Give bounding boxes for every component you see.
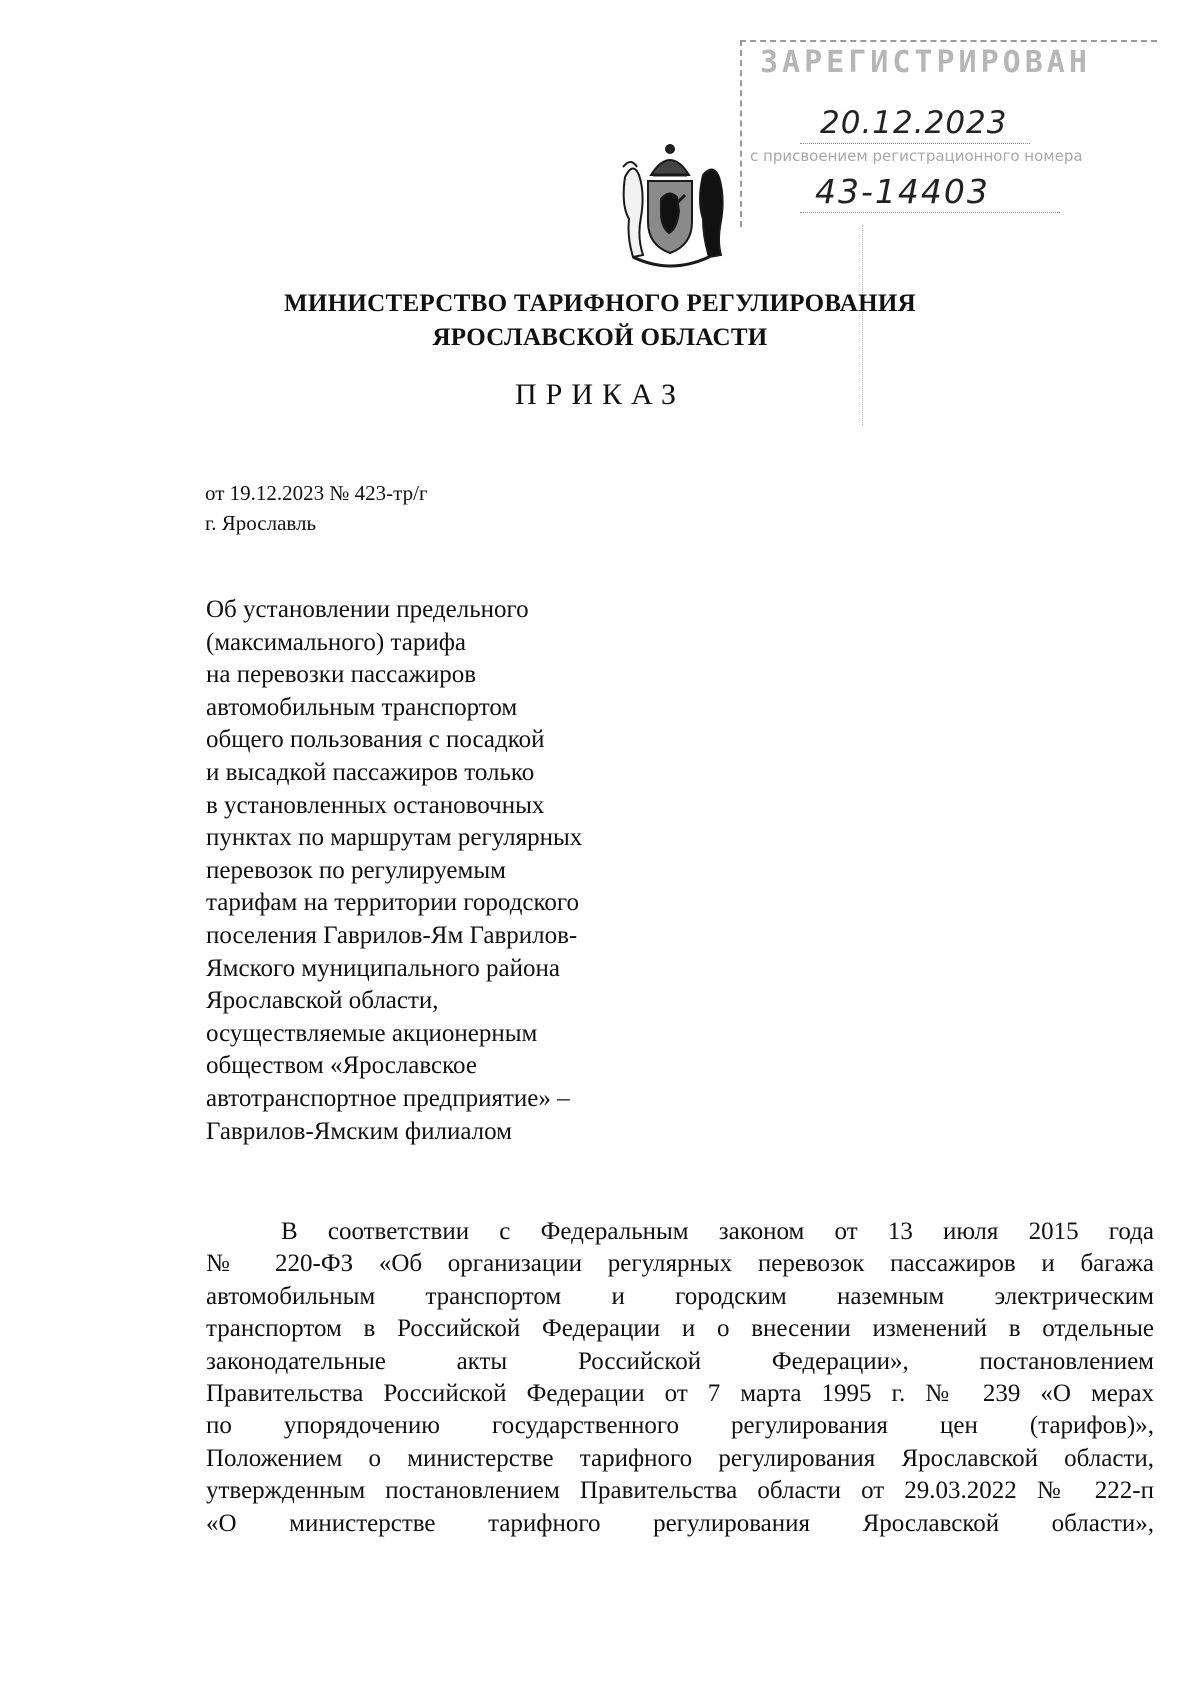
subject-line: общего пользования с посадкой bbox=[206, 726, 545, 754]
subject-line: на перевозки пассажиров bbox=[206, 661, 477, 689]
subject-line: поселения Гаврилов-Ям Гаврилов- bbox=[206, 921, 578, 949]
body-line: «О министерстве тарифного регулирования Ярославской области», bbox=[206, 1509, 1154, 1537]
subject-line: тарифам на территории городского bbox=[206, 889, 580, 917]
stamp-number-line bbox=[800, 212, 1060, 213]
subject-line: (максимального) тарифа bbox=[206, 628, 466, 656]
body-line: Правительства Российской Федерации от 7 марта 1995 г. № 239 «О мерах bbox=[206, 1380, 1154, 1408]
body-line: законодательные акты Российской Федерации», постановлением bbox=[206, 1347, 1154, 1375]
ministry-name bbox=[0, 287, 1200, 355]
subject-line: обществом «Ярославское bbox=[206, 1052, 477, 1080]
stamp-title: ЗАРЕГИСТРИРОВАН bbox=[760, 45, 1091, 80]
document-meta bbox=[205, 478, 428, 538]
body-line: В соответствии с Федеральным законом от 13 июля 2015 года bbox=[281, 1218, 1154, 1245]
subject-line: Гаврилов-Ямским филиалом bbox=[206, 1117, 512, 1145]
subject-line: Ямского муниципального района bbox=[206, 954, 560, 982]
city: г. Ярославль bbox=[205, 511, 317, 535]
stamp-number: 43-14403 bbox=[815, 172, 990, 211]
subject-line: перевозок по регулируемым bbox=[206, 856, 506, 884]
body-line: по упорядочению государственного регулирования цен (тарифов)», bbox=[206, 1412, 1154, 1440]
order-subject bbox=[206, 594, 676, 1148]
document-type: ПРИКАЗ bbox=[515, 378, 685, 411]
subject-line: пунктах по маршрутам регулярных bbox=[206, 824, 583, 852]
subject-line: автотранспортное предприятие» – bbox=[206, 1084, 570, 1112]
stamp-date: 20.12.2023 bbox=[820, 105, 1008, 141]
body-line: транспортом в Российской Федерации и о внесении изменений в отдельные bbox=[206, 1315, 1154, 1343]
body-line: № 220-ФЗ «Об организации регулярных перевозок пассажиров и багажа bbox=[206, 1250, 1154, 1278]
coat-of-arms-icon bbox=[603, 137, 738, 272]
subject-line: в установленных остановочных bbox=[206, 791, 545, 819]
body-line: утвержденным постановлением Правительства области от 29.03.2022 № 222-п bbox=[206, 1477, 1154, 1505]
subject-line: Об установлении предельного bbox=[206, 596, 529, 623]
stamp-caption: с присвоением регистрационного номера bbox=[750, 147, 1083, 165]
subject-line: осуществляемые акционерным bbox=[206, 1019, 538, 1047]
preamble-paragraph bbox=[206, 1216, 1154, 1540]
subject-line: и высадкой пассажиров только bbox=[206, 758, 535, 786]
ministry-line-2: ЯРОСЛАВСКОЙ ОБЛАСТИ bbox=[432, 324, 768, 351]
body-line: автомобильным транспортом и городским наземным электрическим bbox=[206, 1282, 1154, 1310]
ministry-line-1: МИНИСТЕРСТВО ТАРИФНОГО РЕГУЛИРОВАНИЯ bbox=[283, 290, 916, 317]
subject-line: автомобильным транспортом bbox=[206, 693, 518, 721]
subject-line: Ярославской области, bbox=[206, 987, 439, 1015]
body-line: Положением о министерстве тарифного регулирования Ярославской области, bbox=[206, 1444, 1154, 1472]
stamp-date-line bbox=[800, 143, 1030, 144]
date-and-number: от 19.12.2023 № 423-тр/г bbox=[205, 481, 428, 505]
